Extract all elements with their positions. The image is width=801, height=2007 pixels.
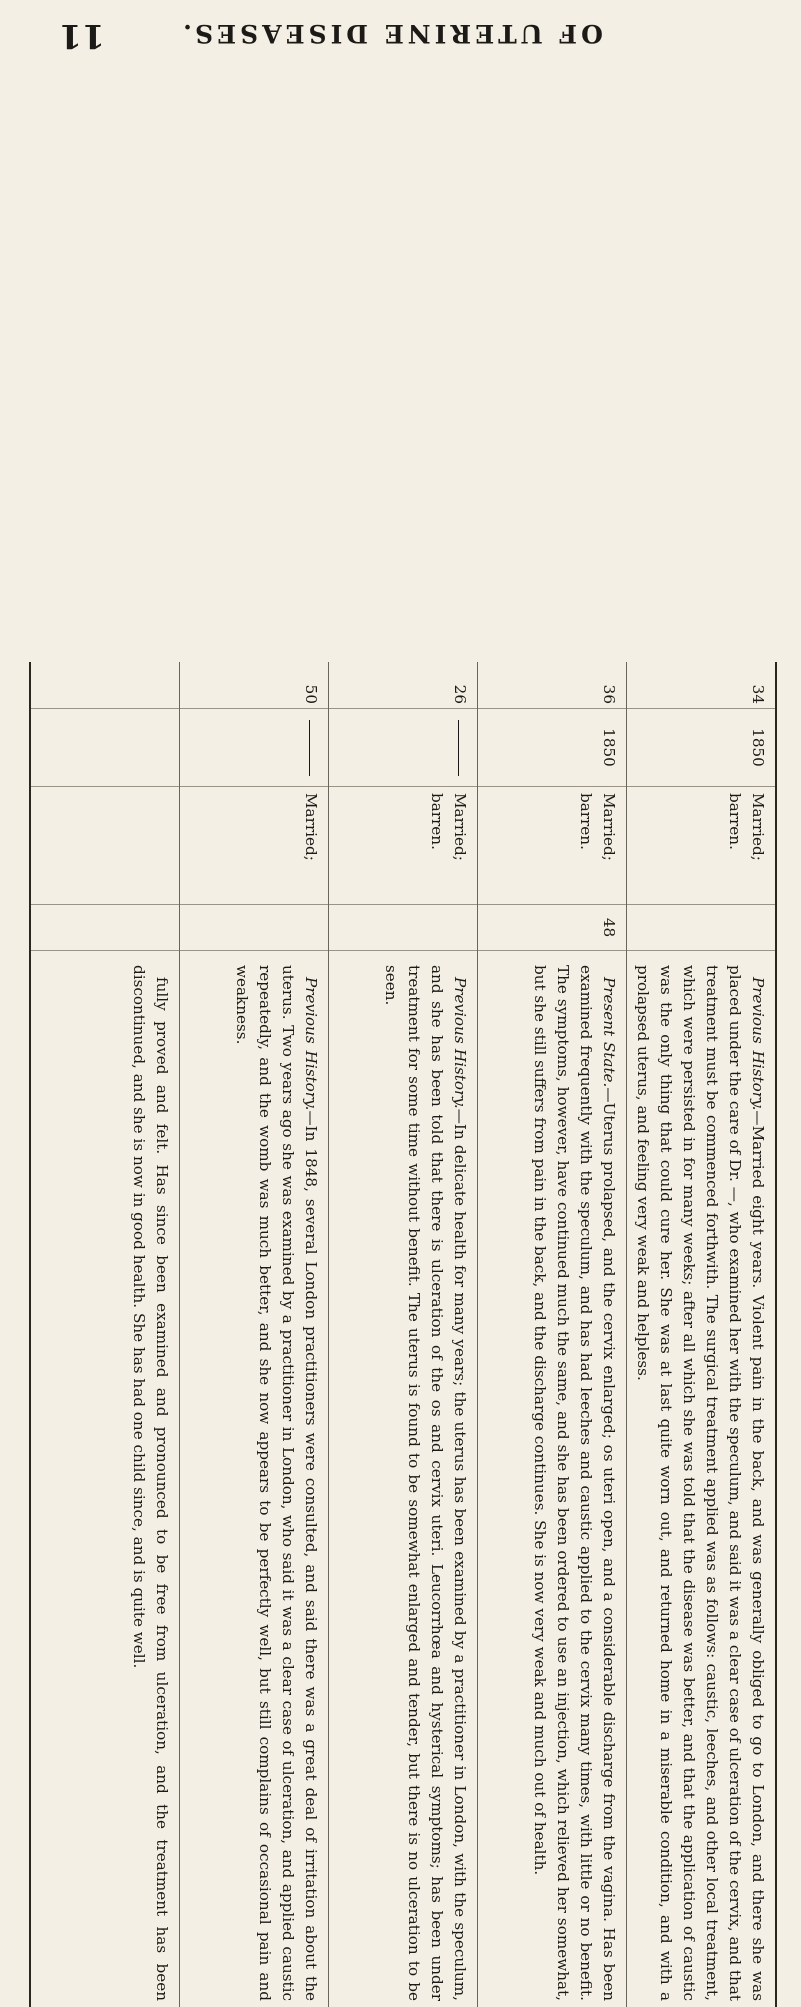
case-status bbox=[31, 786, 179, 904]
fertility-status: barren. bbox=[577, 793, 595, 850]
case-number bbox=[31, 662, 179, 708]
running-head-title: OF UTERINE DISEASES. bbox=[179, 19, 603, 48]
fertility-status: barren. bbox=[428, 793, 446, 850]
ditto-dash bbox=[459, 720, 460, 776]
table-row bbox=[179, 662, 328, 2007]
history-text: —In delicate health for many years; the uterus has been examined by a practitioner in London, with the speculum, and she has been told that there is ulceration of the os and cervix uteri. Leucorrhœa and hysterical symptoms; has been under treatment for some time without benefit. The uterus is found to be somewhat enlarged and tender, but there is no ulceration to be seen. bbox=[382, 965, 469, 2001]
case-age bbox=[329, 904, 477, 950]
case-status bbox=[180, 786, 328, 904]
case-table bbox=[29, 662, 777, 2007]
case-status bbox=[627, 786, 775, 904]
running-head bbox=[41, 8, 741, 56]
case-status bbox=[478, 786, 626, 904]
page-number: 11 bbox=[59, 17, 105, 56]
case-age bbox=[180, 904, 328, 950]
case-history bbox=[478, 950, 626, 2007]
history-text: —Uterus prolapsed, and the cervix enlarged; os uteri open, and a considerable discharge from the vagina. Has been examined frequently with the speculum, and has had leeches and caustic applied to the cervix many times, with little or no benefit. The symptoms, however, have continued much the same, and she has been ordered to use an injection, which relieved her somewhat, but she still suffers from pain in the back, and the discharge continues. She is now very weak and much out of health. bbox=[531, 965, 618, 2001]
table-row bbox=[626, 662, 775, 2007]
fertility-status: barren. bbox=[726, 793, 744, 850]
case-number: 34 bbox=[749, 684, 767, 704]
table-row bbox=[328, 662, 477, 2007]
history-label: Previous History. bbox=[749, 977, 767, 1111]
case-year bbox=[180, 708, 328, 786]
history-text: —Married eight years. Violent pain in the back, and was generally obliged to go to London, and there she was placed under the care of Dr. —, who examined her with the speculum, and said it was a clear case of ulceration of the cervix, and that treatment must be commenced forthwith. The surgical treatment applied was as follows: caustic, leeches, and other local treatment, which were persisted in for many weeks; after all which she was told that the disease was better, and that the application of caustic was the only thing that could cure her. She was at last quite worn out, and returned home in a miserable condition, and with a prolapsed uterus, and feeling very weak and helpless. bbox=[634, 965, 767, 2001]
case-year: 1850 bbox=[478, 708, 626, 786]
marital-status: Married; bbox=[302, 793, 320, 861]
case-history bbox=[329, 950, 477, 2007]
table-row bbox=[477, 662, 626, 2007]
history-text: fully proved and felt. Has since been examined and pronounced to be free from ulceration, and the treatment has been discontinued, and she is now in good health. She has had one child since, and is quite well. bbox=[130, 965, 171, 2001]
history-label: Previous History. bbox=[451, 977, 469, 1109]
table-row bbox=[31, 662, 179, 2007]
marital-status: Married; bbox=[749, 793, 767, 861]
case-history bbox=[180, 950, 328, 2007]
case-age bbox=[31, 904, 179, 950]
history-label: Previous History. bbox=[302, 977, 320, 1111]
case-age: 48 bbox=[478, 904, 626, 950]
case-year bbox=[329, 708, 477, 786]
case-number: 26 bbox=[451, 684, 469, 704]
marital-status: Married; bbox=[600, 793, 618, 861]
ditto-dash bbox=[310, 720, 311, 776]
case-history bbox=[627, 950, 775, 2007]
case-number: 50 bbox=[302, 684, 320, 704]
case-year: 1850 bbox=[627, 708, 775, 786]
history-text: —In 1848, several London practitioners were consulted, and said there was a great deal of irritation about the uterus. Two years ago she was examined by a practitioner in London, who said it was a clear case of ulceration, and applied caustic repeatedly, and the womb was much better, and she now appears to be perfectly well, but still complains of occasional pain and weakness. bbox=[233, 965, 320, 2001]
history-label: Present State. bbox=[600, 977, 618, 1088]
case-year bbox=[31, 708, 179, 786]
case-age bbox=[627, 904, 775, 950]
case-history bbox=[31, 950, 179, 2007]
case-status bbox=[329, 786, 477, 904]
case-number: 36 bbox=[600, 684, 618, 704]
marital-status: Married; bbox=[451, 793, 469, 861]
